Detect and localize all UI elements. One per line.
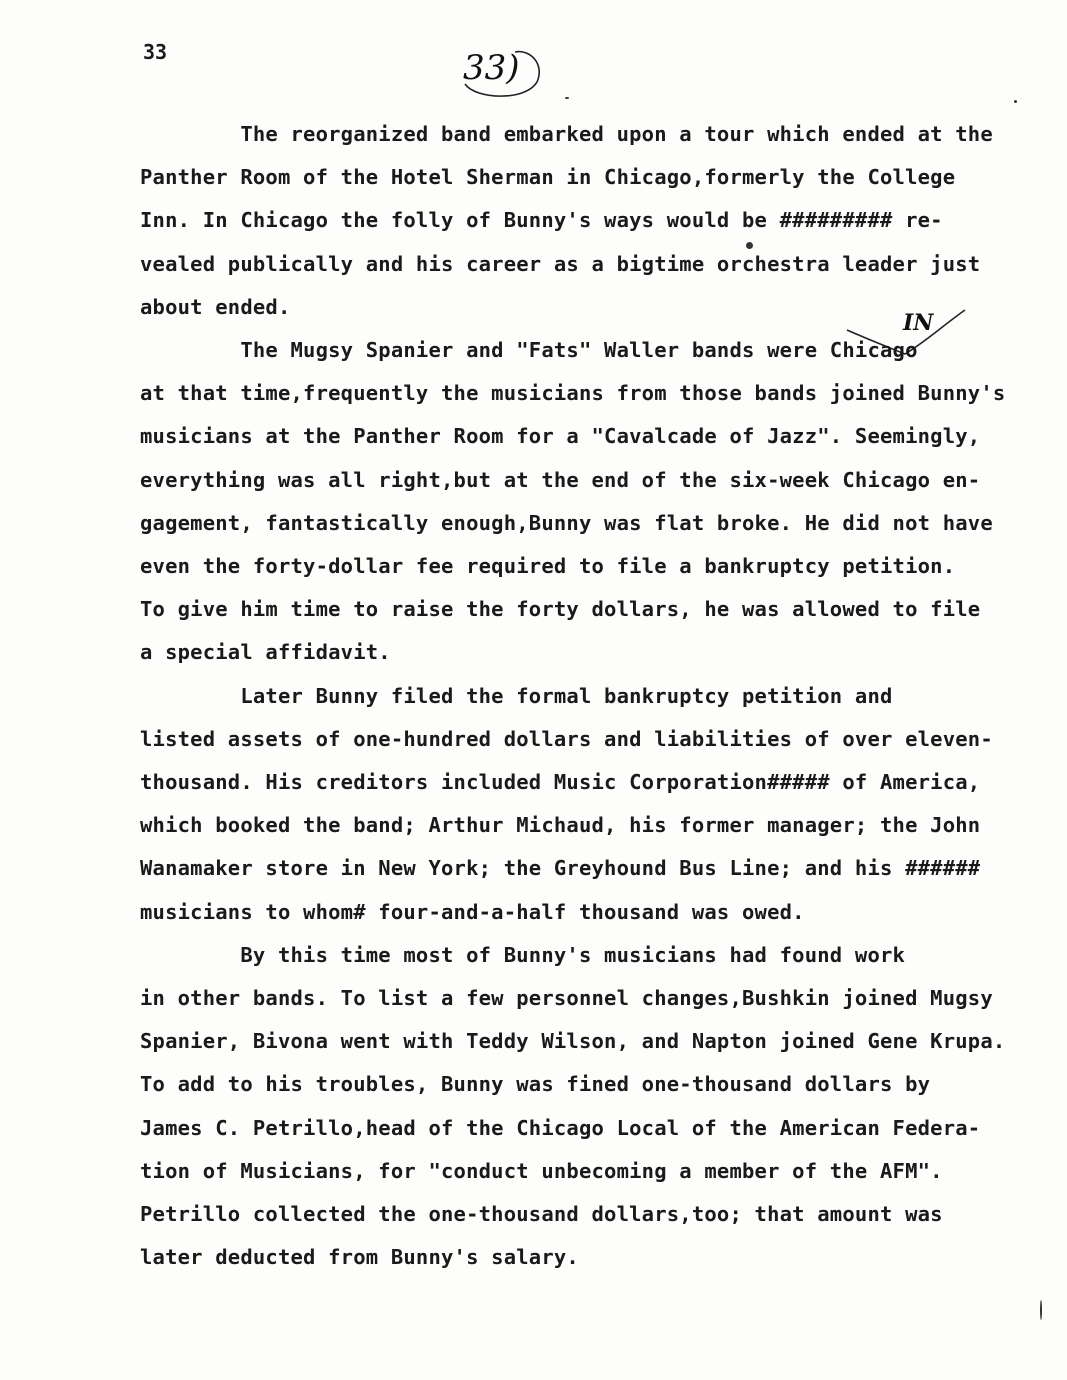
text-line: thousand. His creditors included Music Corporation##### of America, [140,770,981,794]
text-line: later deducted from Bunny's salary. [140,1245,579,1270]
text-line: vealed publically and his career as a bigtime orchestra leader just [140,251,981,276]
text-line: Wanamaker store in New York; the Greyhound Bus Line; and his ###### [140,856,981,881]
text-line: musicians to whom# four-and-a-half thousand was owed. [140,899,805,924]
text-line: tion of Musicians, for "conduct unbecoming a member of the AFM". [140,1158,943,1183]
text-line: everything was all right,but at the end of the six-week Chicago en- [140,467,981,492]
text-line: at that time,frequently the musicians from those bands joined Bunny's [140,381,1006,406]
paper-speck [746,242,753,249]
text-line: even the forty-dollar fee required to file a bankruptcy petition. [140,554,956,578]
text-line: Spanier, Bivona went with Teddy Wilson, and Napton joined Gene Krupa. [140,1029,1006,1054]
handwritten-page-number: 33) [463,48,520,88]
paper-speck [1014,100,1017,103]
text-line: Petrillo collected the one-thousand dollars,too; that amount was [140,1202,943,1226]
text-line: To give him time to raise the forty dollars, he was allowed to file [140,597,981,622]
text-line: The Mugsy Spanier and "Fats" Waller bands were Chicago [140,338,918,362]
text-line: To add to his troubles, Bunny was fined one-thousand dollars by [140,1072,931,1097]
text-line: gagement, fantastically enough,Bunny was flat broke. He did not have [140,510,993,535]
text-line: Later Bunny filed the formal bankruptcy petition and [140,683,893,708]
text-line: Inn. In Chicago the folly of Bunny's ways would be ######### re- [140,208,943,233]
text-line: in other bands. To list a few personnel changes,Bushkin joined Mugsy [140,986,993,1010]
text-line: a special affidavit. [140,640,391,665]
text-line: about ended. [140,294,291,319]
paper-speck [565,97,569,99]
text-line: The reorganized band embarked upon a tour which ended at the [140,122,993,146]
paper-speck [1040,1300,1042,1320]
text-line: James C. Petrillo,head of the Chicago Local of the American Federa- [140,1115,981,1140]
text-line: listed assets of one-hundred dollars and liabilities of over eleven- [140,726,993,751]
text-line: Panther Room of the Hotel Sherman in Chicago,formerly the College [140,165,956,190]
handwritten-insert-text: IN [903,310,934,336]
text-line: musicians at the Panther Room for a "Cavalcade of Jazz". Seemingly, [140,424,981,449]
page-number: 33 [143,40,168,64]
text-line: which booked the band; Arthur Michaud, his former manager; the John [140,813,981,838]
text-line: By this time most of Bunny's musicians had found work [140,942,906,967]
